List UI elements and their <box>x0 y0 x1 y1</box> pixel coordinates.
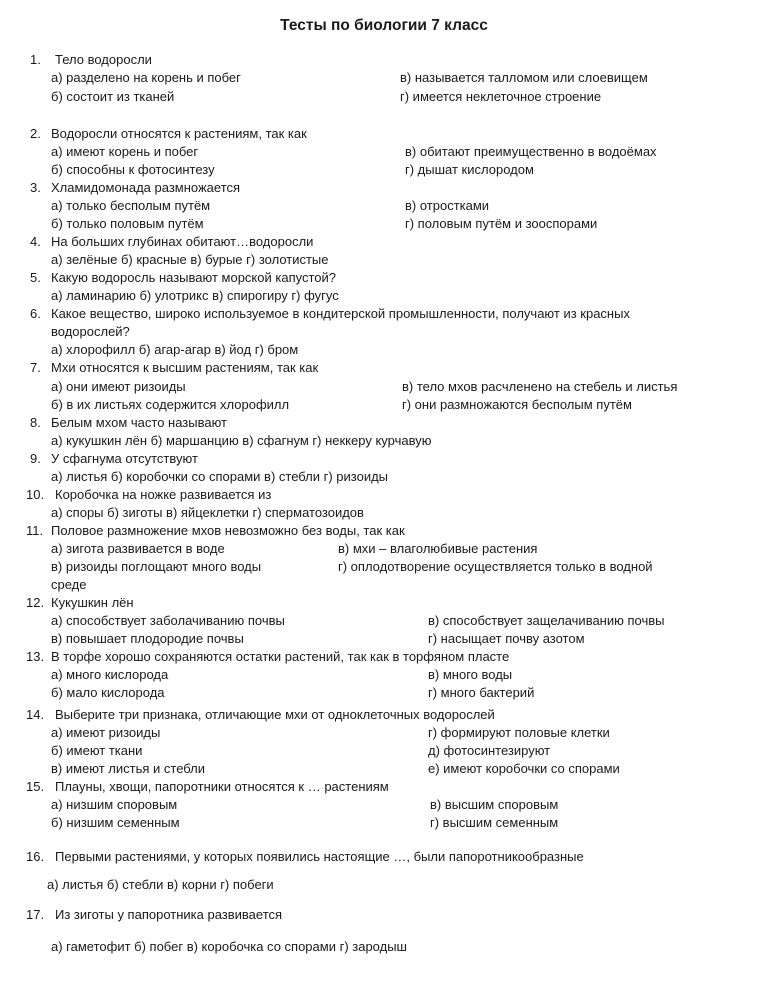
q11-text: Половое размножение мхов невозможно без воды, так как <box>51 523 405 538</box>
q12-option-a: а) способствует заболачиванию почвы <box>51 613 285 628</box>
q16-text: Первыми растениями, у которых появились настоящие …, были папоротникообразные <box>55 849 584 864</box>
q3-option-c: в) отростками <box>405 198 490 213</box>
q11-option-b: в) ризоиды поглощают много воды <box>51 559 262 574</box>
q14-option-c: в) имеют листья и стебли <box>51 761 206 776</box>
q17-text: Из зиготы у папоротника развивается <box>55 907 283 922</box>
q2-number: 2. <box>30 126 41 141</box>
q6-number: 6. <box>30 306 41 321</box>
q10-options: а) споры б) зиготы в) яйцеклетки г) сперматозоидов <box>51 505 364 520</box>
q2-option-d: г) дышат кислородом <box>405 162 534 177</box>
q13-option-b: б) мало кислорода <box>51 685 165 700</box>
q17-options: а) гаметофит б) побег в) коробочка со спорами г) зародыш <box>51 939 407 954</box>
q12-text: Кукушкин лён <box>51 595 134 610</box>
q2-text: Водоросли относятся к растениям, так как <box>51 126 307 141</box>
q14-option-e: д) фотосинтезируют <box>428 743 551 758</box>
q15-text: Плауны, хвощи, папоротники относятся к … растениям <box>55 779 389 794</box>
q14-option-f: е) имеют коробочки со спорами <box>428 761 620 776</box>
q13-option-a: а) много кислорода <box>51 667 169 682</box>
q3-option-a: а) только бесполым путём <box>51 198 211 213</box>
q2-option-c: в) обитают преимущественно в водоёмах <box>405 144 657 159</box>
q7-option-d: г) они размножаются бесполым путём <box>402 397 632 412</box>
q17-number: 17. <box>26 907 45 922</box>
q15-option-c: в) высшим споровым <box>430 797 559 812</box>
page-title: Тесты по биологии 7 класс <box>280 17 488 34</box>
q3-text: Хламидомонада размножается <box>51 180 241 195</box>
q16-number: 16. <box>26 849 45 864</box>
q13-number: 13. <box>26 649 45 664</box>
q3-number: 3. <box>30 180 41 195</box>
q3-option-b: б) только половым путём <box>51 216 204 231</box>
q1-option-d: г) имеется неклеточное строение <box>400 89 602 104</box>
q13-text: В торфе хорошо сохраняются остатки растений, так как в торфяном пласте <box>51 649 510 664</box>
q8-options: а) кукушкин лён б) маршанцию в) сфагнум г) неккеру курчавую <box>51 433 432 448</box>
q14-text: Выберите три признака, отличающие мхи от одноклеточных водорослей <box>55 707 495 722</box>
q11-option-d: г) оплодотворение осуществляется только в водной <box>338 559 653 574</box>
q4-number: 4. <box>30 234 41 249</box>
q1-option-a: а) разделено на корень и побег <box>51 70 241 85</box>
q1-number: 1. <box>30 52 41 67</box>
q12-number: 12. <box>26 595 45 610</box>
q12-option-d: г) насыщает почву азотом <box>428 631 585 646</box>
q11-number: 11. <box>26 523 44 538</box>
q11-option-c: в) мхи – влаголюбивые растения <box>338 541 538 556</box>
q8-number: 8. <box>30 415 41 430</box>
q8-text: Белым мхом часто называют <box>51 415 228 430</box>
q15-option-b: б) низшим семенным <box>51 815 180 830</box>
q15-option-d: г) высшим семенным <box>430 815 559 830</box>
q5-text: Какую водоросль называют морской капустой? <box>51 270 336 285</box>
q4-text: На больших глубинах обитают…водоросли <box>51 234 314 249</box>
q7-option-a: а) они имеют ризоиды <box>51 379 186 394</box>
q1-option-b: б) состоит из тканей <box>51 89 175 104</box>
q16-options: а) листья б) стебли в) корни г) побеги <box>47 877 274 892</box>
q7-option-b: б) в их листьях содержится хлорофилл <box>51 397 290 412</box>
q12-option-c: в) способствует защелачиванию почвы <box>428 613 665 628</box>
q6-text: Какое вещество, широко используемое в кондитерской промышленности, получают из красных <box>51 306 630 321</box>
q10-text: Коробочка на ножке развивается из <box>55 487 272 502</box>
q11-option-a: а) зигота развивается в воде <box>51 541 225 556</box>
q3-option-d: г) половым путём и зооспорами <box>405 216 598 231</box>
q5-number: 5. <box>30 270 41 285</box>
q6-options: а) хлорофилл б) агар-агар в) йод г) бром <box>51 342 299 357</box>
q11-option-continued: среде <box>51 577 87 592</box>
q14-number: 14. <box>26 707 45 722</box>
q15-number: 15. <box>26 779 45 794</box>
q12-option-b: в) повышает плодородие почвы <box>51 631 244 646</box>
q14-option-b: б) имеют ткани <box>51 743 143 758</box>
q6-text-continued: водорослей? <box>51 324 130 339</box>
q1-option-c: в) называется талломом или слоевищем <box>400 70 648 85</box>
q9-text: У сфагнума отсутствуют <box>51 451 198 466</box>
q2-option-b: б) способны к фотосинтезу <box>51 162 215 177</box>
q7-text: Мхи относятся к высшим растениям, так как <box>51 360 319 375</box>
q15-option-a: а) низшим споровым <box>51 797 178 812</box>
q13-option-d: г) много бактерий <box>428 685 535 700</box>
q10-number: 10. <box>26 487 45 502</box>
q9-options: а) листья б) коробочки со спорами в) стебли г) ризоиды <box>51 469 389 484</box>
q13-option-c: в) много воды <box>428 667 513 682</box>
q7-number: 7. <box>30 360 41 375</box>
q9-number: 9. <box>30 451 41 466</box>
q2-option-a: а) имеют корень и побег <box>51 144 199 159</box>
q7-option-c: в) тело мхов расчленено на стебель и листья <box>402 379 678 394</box>
q14-option-a: а) имеют ризоиды <box>51 725 161 740</box>
q14-option-d: г) формируют половые клетки <box>428 725 610 740</box>
q1-text: Тело водоросли <box>55 52 152 67</box>
q5-options: а) ламинарию б) улотрикс в) спирогиру г) фугус <box>51 288 339 303</box>
q4-options: а) зелёные б) красные в) бурые г) золотистые <box>51 252 329 267</box>
